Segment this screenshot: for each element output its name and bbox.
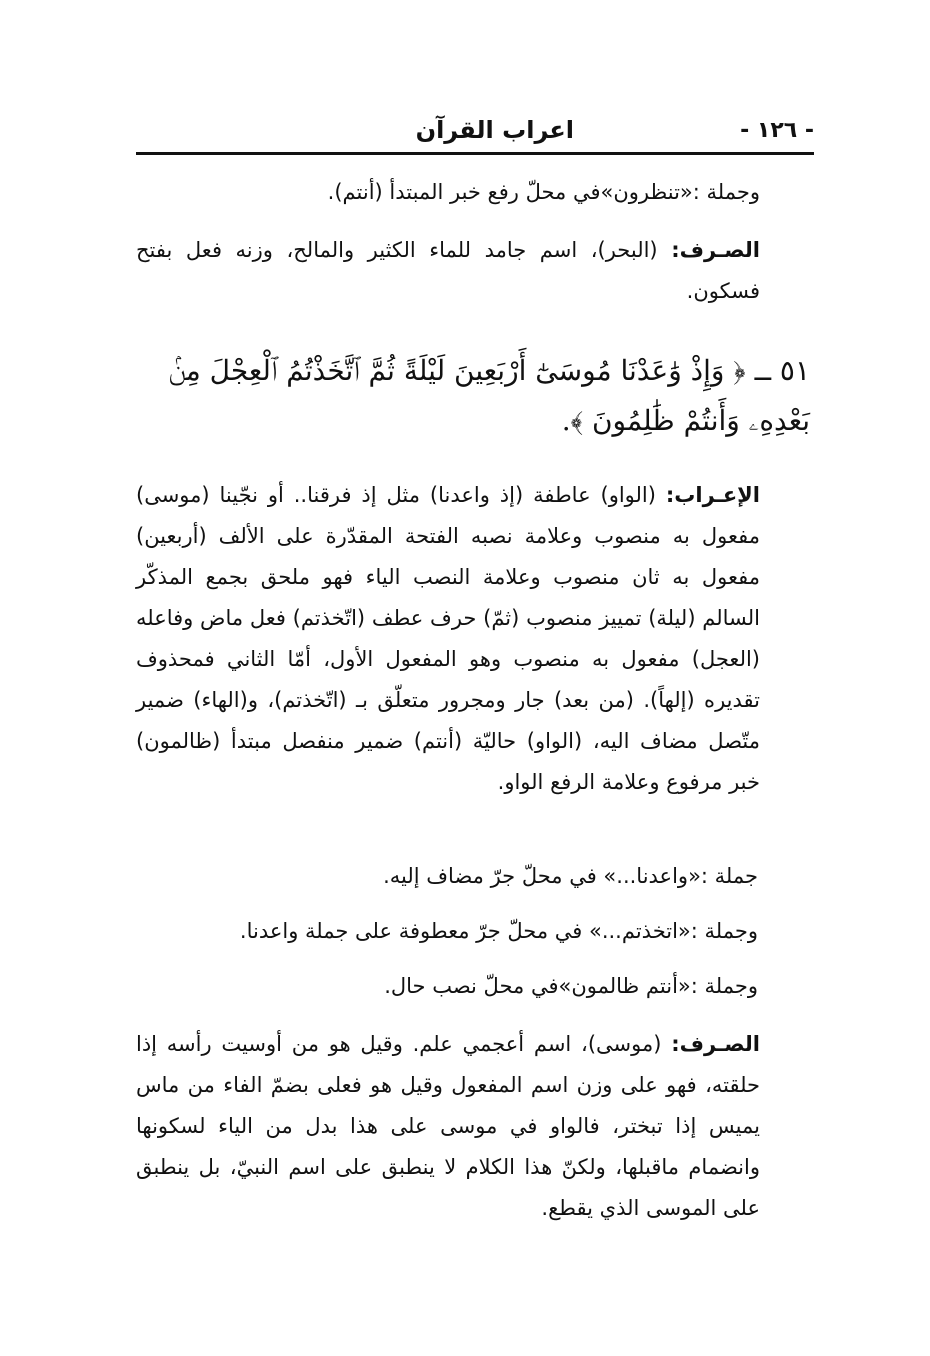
verse-text: ﴿ وَإِذْ وَٰعَدْنَا مُوسَىٰٓ أَرْبَعِينَ لَيْلَةً ثُمَّ ٱتَّخَذْتُمُ ٱلْعِجْلَ مِنۢ بَعْدِهِۦ وَأَنتُمْ ظَٰلِمُونَ ﴾. xyxy=(168,354,810,437)
section-label: الصـرف: xyxy=(671,1032,760,1056)
verse-number: ٥١ ــ xyxy=(754,354,810,387)
paragraph-irab xyxy=(136,475,760,803)
paragraph-sarf-2 xyxy=(136,1024,760,1229)
page-header xyxy=(136,112,814,155)
page-number: - ١٢٦ - xyxy=(740,118,814,143)
quran-verse xyxy=(130,346,810,446)
paragraph-text: (الواو) عاطفة (إذ واعدنا) مثل إذ فرقنا.. أو نجّينا (موسى) مفعول به منصوب وعلامة نصبه الفتحة المقدّرة على الألف (أربعين) مفعول به ثان منصوب وعلامة النصب الياء فهو ملحق بجمع المذكّر السالم (ليلة) تمييز منصوب (ثمّ) حرف عطف (اتّخذتم) فعل ماض وفاعله (العجل) مفعول به منصوب وهو المفعول الأول، أمّا الثاني فمحذوف تقديره (إلهاً). (من بعد) جار ومجرور متعلّق بـ (اتّخذتم)، و(الهاء) ضمير متّصل مضاف اليه، (الواو) حاليّة (أنتم) ضمير منفصل مبتدأ (ظالمون) خبر مرفوع وعلامة الرفع الواو. xyxy=(136,483,760,794)
clause-line: وجملة :«اتخذتم...» في محلّ جرّ معطوفة على جملة واعدنا. xyxy=(239,919,758,943)
paragraph-1: وجملة :«تنظرون»في محلّ رفع خبر المبتدأ (أنتم). xyxy=(327,180,760,204)
running-title: اعراب القرآن xyxy=(415,116,574,144)
paragraph-sarf-1 xyxy=(136,230,760,312)
section-label: الإعـراب: xyxy=(665,483,760,507)
paragraph-text: (البحر)، اسم جامد للماء الكثير والمالح، وزنه فعل بفتح فسكون. xyxy=(136,238,760,303)
paragraph-text: (موسى)، اسم أعجمي علم. وقيل هو من أوسيت رأسه إذا حلقته، فهو على وزن اسم المفعول وقيل هو فعلى بضمّ الفاء من ماس يميس إذا تبختر، فالواو في موسى على هذا بدل من الياء لسكونها وانضمام ماقبلها، ولكنّ هذا الكلام لا ينطبق على اسم النبيّ، بل ينطبق على الموسى الذي يقطع. xyxy=(136,1032,760,1220)
clause-line: جملة :«واعدنا...» في محلّ جرّ مضاف إليه. xyxy=(383,864,758,888)
clause-line: وجملة :«أنتم ظالمون»في محلّ نصب حال. xyxy=(384,974,758,998)
section-label: الصـرف: xyxy=(671,238,760,262)
